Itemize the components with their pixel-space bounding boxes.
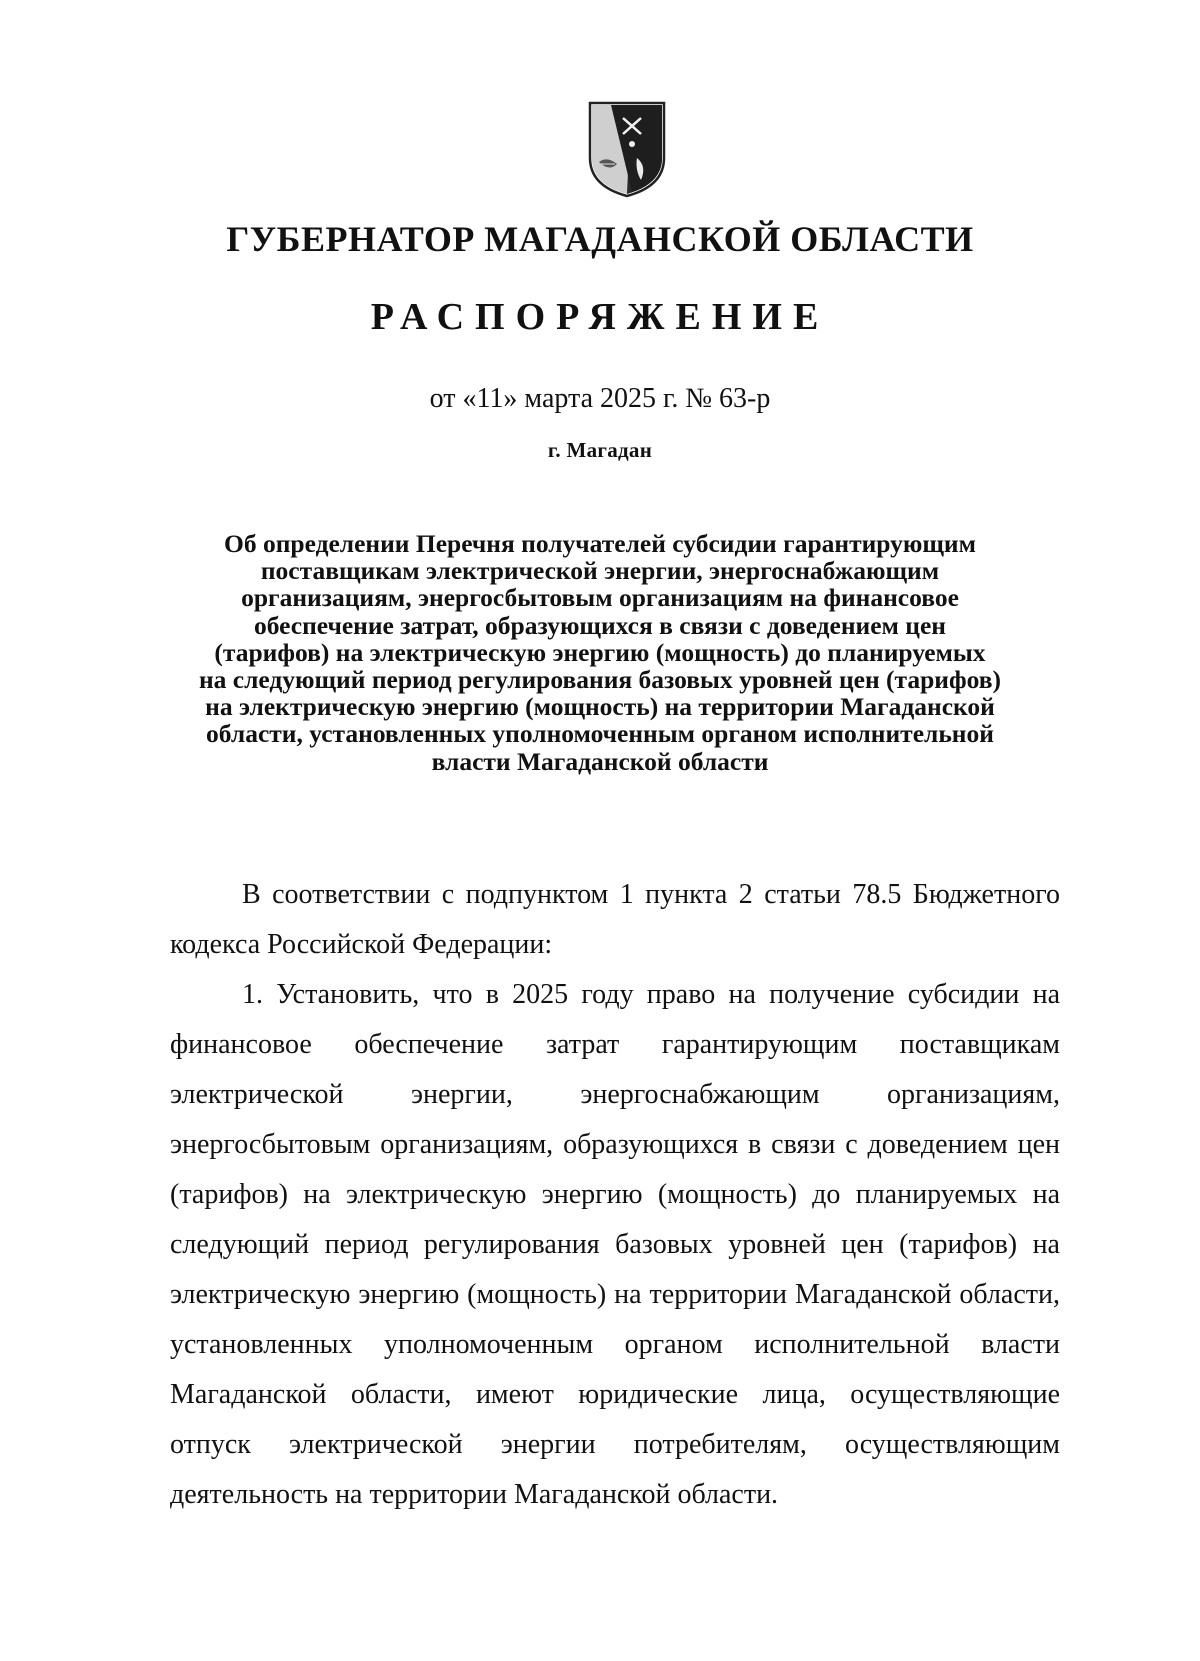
title-line: обеспечение затрат, образующихся в связи с доведением цен — [253, 610, 946, 640]
title-line: на электрическую энергию (мощность) на территории Магаданской — [205, 692, 995, 722]
coat-of-arms-icon — [587, 100, 667, 198]
title-line: области, установленных уполномоченным органом исполнительной — [206, 719, 994, 749]
preamble-paragraph: В соответствии с подпунктом 1 пункта 2 статьи 78.5 Бюджетного кодекса Российской Федерации: — [170, 879, 1060, 960]
document-type: РАСПОРЯЖЕНИЕ — [370, 296, 830, 338]
title-line: поставщикам электрической энергии, энергоснабжающим — [260, 556, 940, 586]
item-1-paragraph: 1. Установить, что в 2025 году право на получение субсидии на финансовое обеспечение затрат гарантирующим поставщикам электрической энергии, энергоснабжающим организациям, энергосбытовым организациям, образующихся в связи с доведением цен (тарифов) на электрическую энергию (мощность) до планируемых на следующий период регулирования базовых уровней цен (тарифов) на электрическую энергию (мощность) на территории Магаданской области, установленных уполномоченным органом исполнительной власти Магаданской области, имеют юридические лица, осуществляющие отпуск электрической энергии потребителям, осуществляющим деятельность на территории Магаданской области. — [170, 979, 1060, 1510]
title-line: власти Магаданской области — [431, 746, 769, 776]
title-line: Об определении Перечня получателей субсидии гарантирующим — [224, 529, 976, 558]
document-body — [170, 870, 1060, 1520]
title-line: организациям, энергосбытовым организациям на финансовое — [241, 583, 959, 613]
document-date-number: от «11» марта 2025 г. № 63-р — [429, 383, 771, 414]
title-line: (тарифов) на электрическую энергию (мощность) до планируемых — [214, 637, 986, 667]
issuing-authority: ГУБЕРНАТОР МАГАДАНСКОЙ ОБЛАСТИ — [226, 219, 974, 259]
title-line: на следующий период регулирования базовых уровней цен (тарифов) — [198, 665, 1002, 695]
document-title — [150, 530, 1050, 775]
document-city: г. Магадан — [547, 438, 653, 462]
